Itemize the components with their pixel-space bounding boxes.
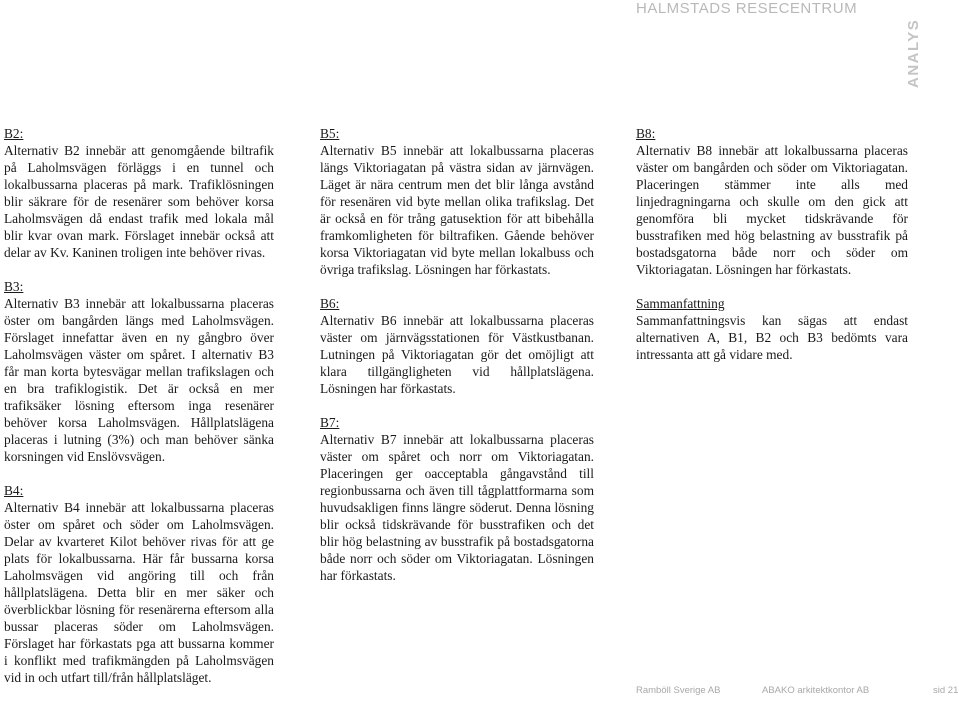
section-b8: [636, 125, 908, 278]
section-b3: [4, 278, 274, 465]
section-b2: [4, 125, 274, 261]
section-heading: B7:: [320, 415, 340, 430]
section-body: Alternativ B8 innebär att lokalbussarna placeras väster om bangården och söder om Viktoriagatan. Placeringen stämmer inte alls med linjedragningarna och skulle om den gick att genomföra bli mycket tidskrävande för busstrafiken med hög belastning av busstrafik på bostadsgatorna både norr och söder om Viktoriagatan. Lösningen har förkastats.: [636, 143, 908, 277]
footer-company: Ramböll Sverige AB: [636, 685, 721, 696]
text-column-3: [636, 125, 908, 380]
page-number: sid 21: [933, 685, 959, 696]
section-body: Alternativ B4 innebär att lokalbussarna placeras öster om spåret och söder om Laholmsvägen. Delar av kvarteret Kilot behöver rivas för att ge plats för lokalbussarna. Här får bussarna korsa Laholmsvägen vid angöring till och från hållplatslägena. Detta blir en mer säker och överblickbar lösning för resenärerna eftersom alla bussar placeras söder om Laholmsvägen. Förslaget har förkastats pga att bussarna kommer i konflikt med trafikmängden på Laholmsvägen vid in och utfart till/från hållplatsläget.: [4, 500, 274, 685]
section-heading: B2:: [4, 126, 24, 141]
section-body: Alternativ B7 innebär att lokalbussarna placeras väster om spåret och norr om Viktoriagatan. Placeringen ger oacceptabla gångavstånd till regionbussarna och även till tågplattformarna som huvudsakligen finns längre söderut. Denna lösning blir också tidskrävande för busstrafiken och det blir hög belastning av busstrafik på bostadsgatorna både norr och söder om Viktoriagatan. Lösningen har förkastats.: [320, 432, 594, 583]
text-column-1: [4, 125, 274, 703]
section-heading: B5:: [320, 126, 340, 141]
section-heading: B4:: [4, 483, 24, 498]
section-body: Alternativ B2 innebär att genomgående biltrafik på Laholmsvägen förläggs i en tunnel och lokalbussarna placeras på mark. Trafiklösningen blir säkrare för de resenärer som behöver korsa Laholmsvägen då endast trafik med lokala mål blir kvar ovan mark. Förslaget innebär också att delar av Kv. Kaninen troligen inte behöver rivas.: [4, 143, 274, 260]
text-column-2: [320, 125, 594, 601]
section-side-label: ANALYS: [905, 18, 922, 88]
section-body: Sammanfattningsvis kan sägas att endast alternativen A, B1, B2 och B3 bedömts vara intressanta att gå vidare med.: [636, 313, 908, 362]
section-heading: B8:: [636, 126, 656, 141]
section-summary: [636, 295, 908, 363]
section-heading: B6:: [320, 296, 340, 311]
section-body: Alternativ B5 innebär att lokalbussarna placeras längs Viktoriagatan på västra sidan av järnvägen. Läget är nära centrum men det blir långa avstånd för resenären vid byte mellan olika trafikslag. Det är också en för trång gatusektion för att bibehålla framkomligheten för biltrafiken. Gående behöver korsa Viktoriagatan vid byte mellan lokalbuss och övriga trafikslag. Lösningen har förkastats.: [320, 143, 594, 277]
section-b5: [320, 125, 594, 278]
document-header-title: HALMSTADS RESECENTRUM: [636, 0, 858, 17]
section-heading: Sammanfattning: [636, 296, 725, 311]
section-body: Alternativ B6 innebär att lokalbussarna placeras väster om järnvägsstationen för Västkustbanan. Lutningen på Viktoriagatan gör det omöjligt att klara tillgängligheten vid hållplatslägena. Lösningen har förkastats.: [320, 313, 594, 396]
section-heading: B3:: [4, 279, 24, 294]
section-body: Alternativ B3 innebär att lokalbussarna placeras öster om bangården längs med Laholmsvägen. Förslaget innefattar även en ny gångbro över Laholmsvägen väster om spåret. I alternativ B3 får man korta bytesvägar mellan trafikslagen och en bra trafiklogistik. Det är också en mer trafiksäker lösning eftersom inga resenärer behöver korsa Laholmsvägen. Hållplatslägena placeras i lutning (3%) och man behöver sänka korsningen vid Enslövsvägen.: [4, 296, 274, 464]
section-b6: [320, 295, 594, 397]
section-b7: [320, 414, 594, 584]
footer-architect: ABAKO arkitektkontor AB: [762, 685, 870, 696]
section-b4: [4, 482, 274, 686]
